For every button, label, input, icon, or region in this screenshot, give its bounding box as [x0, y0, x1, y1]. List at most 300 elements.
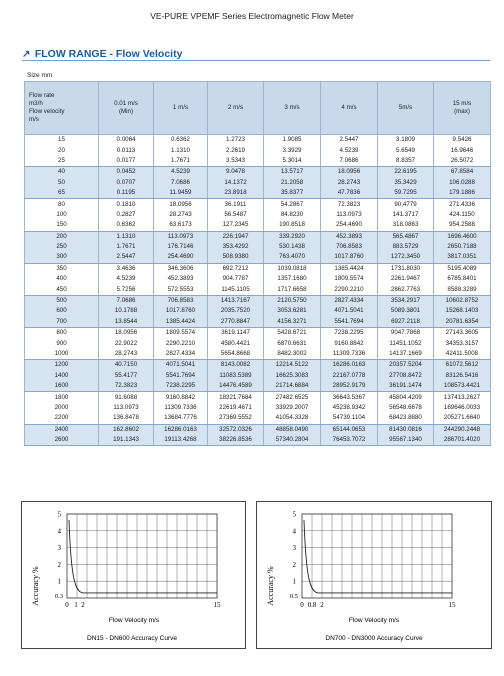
x-tick-label: 15 — [448, 601, 456, 609]
flow-cell: 20357.5204 — [378, 360, 434, 371]
header-col — [434, 82, 491, 135]
flow-cell: 2770.8847 — [208, 317, 264, 328]
flow-cell: 18.0956 — [154, 199, 208, 210]
header-line: (Min) — [118, 108, 134, 115]
flow-cell: 83126.5416 — [434, 371, 491, 381]
flow-cell: 14.1372 — [208, 178, 264, 188]
flow-cell: 6927.2118 — [378, 317, 434, 328]
flow-cell: 2035.7520 — [208, 306, 264, 316]
plot-frame — [302, 514, 452, 598]
flow-cell: 3053.6281 — [264, 306, 321, 316]
header-col — [264, 82, 321, 135]
chart-caption: DN700 - DN3000 Accuracy Curve — [325, 635, 423, 642]
table-row — [25, 242, 491, 252]
flow-cell: 16286.0163 — [154, 424, 208, 435]
flow-cell: 692.7212 — [208, 263, 264, 274]
flow-cell: 7238.2295 — [154, 381, 208, 392]
flow-cell: 4.5239 — [321, 145, 378, 155]
flow-cell: 1272.3450 — [378, 252, 434, 263]
y-tick-label: 3 — [57, 544, 61, 553]
header-line: (max) — [454, 108, 470, 115]
size-cell: 50 — [25, 178, 99, 188]
flow-cell: 5541.7694 — [321, 317, 378, 328]
table-row — [25, 284, 491, 295]
flow-cell: 6785.8401 — [434, 274, 491, 284]
flow-cell: 0.0064 — [99, 135, 154, 146]
flow-cell: 136.8478 — [99, 413, 154, 424]
flow-cell: 36643.5367 — [321, 392, 378, 403]
table-row — [25, 252, 491, 263]
flow-cell: 6870.6631 — [264, 338, 321, 348]
flow-cell: 15268.1403 — [434, 306, 491, 316]
x-tick-label: 2 — [81, 601, 85, 609]
flow-cell: 11.9459 — [154, 188, 208, 199]
table-row — [25, 413, 491, 424]
flow-cell: 4580.4421 — [208, 338, 264, 348]
y-tick-label: 0.3 — [54, 592, 63, 600]
flow-cell: 61072.5612 — [434, 360, 491, 371]
flow-cell: 254.4690 — [321, 220, 378, 231]
header-line: 3 m/s — [284, 104, 300, 111]
flow-cell: 0.0707 — [99, 178, 154, 188]
flow-cell: 176.7146 — [154, 242, 208, 252]
flow-cell: 23.8918 — [208, 188, 264, 199]
flow-cell: 59.7295 — [378, 188, 434, 199]
flow-cell: 27369.5552 — [208, 413, 264, 424]
flow-cell: 1809.5574 — [321, 274, 378, 284]
flow-cell: 1.2723 — [208, 135, 264, 146]
flow-cell: 34353.3157 — [434, 338, 491, 348]
flow-cell: 22167.0778 — [321, 371, 378, 381]
flow-cell: 36.1911 — [208, 199, 264, 210]
size-cell: 40 — [25, 167, 99, 178]
flow-cell: 8143.0082 — [208, 360, 264, 371]
flow-cell: 0.1195 — [99, 188, 154, 199]
flow-cell: 244290.2448 — [434, 424, 491, 435]
flow-cell: 56.5487 — [208, 210, 264, 220]
header-col — [321, 82, 378, 135]
flow-cell: 91.6088 — [99, 392, 154, 403]
header-col — [208, 82, 264, 135]
flow-cell: 16286.0163 — [321, 360, 378, 371]
table-row — [25, 156, 491, 167]
flow-cell: 286701.4020 — [434, 435, 491, 446]
plot-frame — [67, 514, 217, 598]
flow-cell: 0.0113 — [99, 145, 154, 155]
section-header — [22, 44, 490, 61]
flow-cell: 5541.7694 — [154, 371, 208, 381]
flow-cell: 3817.0351 — [434, 252, 491, 263]
flow-cell: 1357.1680 — [264, 274, 321, 284]
flow-cell: 706.8583 — [321, 242, 378, 252]
size-cell: 20 — [25, 145, 99, 155]
table-row — [25, 231, 491, 242]
flow-range-table — [24, 81, 491, 446]
x-tick-label: 0 — [65, 601, 69, 609]
flow-cell: 113.0973 — [154, 231, 208, 242]
y-tick-label: 2 — [292, 560, 296, 569]
table-row — [25, 328, 491, 339]
flow-cell: 45238.9342 — [321, 403, 378, 413]
size-cell: 400 — [25, 274, 99, 284]
flow-cell: 32572.0326 — [208, 424, 264, 435]
header-line: 15 m/s — [452, 100, 472, 107]
flow-cell: 21.2058 — [264, 178, 321, 188]
flow-cell: 55.4177 — [99, 371, 154, 381]
flow-cell: 5654.8668 — [208, 349, 264, 360]
table-row — [25, 360, 491, 371]
flow-cell: 54739.1104 — [321, 413, 378, 424]
flow-cell: 5195.4089 — [434, 263, 491, 274]
flow-cell: 35.3429 — [378, 178, 434, 188]
flow-cell: 68423.8880 — [378, 413, 434, 424]
flow-cell: 2261.9467 — [378, 274, 434, 284]
flow-cell: 16.9646 — [434, 145, 491, 155]
flow-cell: 0.6362 — [99, 220, 154, 231]
x-axis-label: Flow Velocity m/s — [108, 617, 160, 624]
y-tick-label: 0.5 — [289, 592, 298, 600]
flow-cell: 7.0686 — [99, 295, 154, 306]
table-row — [25, 317, 491, 328]
flow-cell: 2862.7763 — [378, 284, 434, 295]
flow-cell: 11083.5389 — [208, 371, 264, 381]
flow-cell: 5.7256 — [99, 284, 154, 295]
flow-cell: 191.1343 — [99, 435, 154, 446]
header-line: 5m/s — [398, 104, 413, 111]
flow-cell: 763.4070 — [264, 252, 321, 263]
flow-cell: 5.6549 — [378, 145, 434, 155]
y-axis-label: Accuracy % — [266, 566, 275, 606]
size-cell: 80 — [25, 199, 99, 210]
flow-cell: 0.2827 — [99, 210, 154, 220]
flow-cell: 2290.2210 — [321, 284, 378, 295]
table-row — [25, 188, 491, 199]
flow-cell: 127.2345 — [208, 220, 264, 231]
chart-caption: DN15 - DN600 Accuracy Curve — [87, 635, 177, 642]
flow-cell: 254.4690 — [154, 252, 208, 263]
flow-cell: 3.5343 — [208, 156, 264, 167]
flow-cell: 572.5553 — [154, 284, 208, 295]
flow-cell: 12214.5122 — [264, 360, 321, 371]
y-tick-label: 4 — [57, 527, 61, 536]
y-tick-label: 5 — [292, 510, 296, 519]
x-tick-label: 2 — [320, 601, 324, 609]
flow-cell: 95567.1340 — [378, 435, 434, 446]
x-tick-label: 1 — [74, 601, 78, 609]
table-row — [25, 435, 491, 446]
size-cell: 15 — [25, 135, 99, 146]
flow-cell: 18321.7684 — [208, 392, 264, 403]
flow-cell: 1731.8030 — [378, 263, 434, 274]
flow-cell: 13.8544 — [99, 317, 154, 328]
table-row — [25, 403, 491, 413]
table-row — [25, 210, 491, 220]
flow-cell: 42411.5008 — [434, 349, 491, 360]
flow-cell: 3619.1147 — [208, 328, 264, 339]
flow-cell: 706.8583 — [154, 295, 208, 306]
table-row — [25, 338, 491, 348]
size-cell: 2400 — [25, 424, 99, 435]
y-tick-label: 3 — [292, 544, 296, 553]
flow-cell: 1696.4600 — [434, 231, 491, 242]
flow-cell: 14137.1669 — [378, 349, 434, 360]
section-title: FLOW RANGE - Flow Velocity — [34, 48, 183, 60]
flow-cell: 1385.4424 — [321, 263, 378, 274]
flow-cell: 11451.1052 — [378, 338, 434, 348]
size-cell: 2000 — [25, 403, 99, 413]
flow-cell: 1017.8760 — [321, 252, 378, 263]
flow-cell: 76453.7072 — [321, 435, 378, 446]
header-flow-rate — [25, 82, 99, 135]
flow-cell: 1413.7167 — [208, 295, 264, 306]
flow-cell: 72.3823 — [321, 199, 378, 210]
flow-cell: 2.2619 — [208, 145, 264, 155]
flow-cell: 3534.2917 — [378, 295, 434, 306]
size-cell: 800 — [25, 328, 99, 339]
flow-cell: 40.7150 — [99, 360, 154, 371]
flow-cell: 452.3893 — [154, 274, 208, 284]
table-row — [25, 295, 491, 306]
table-row — [25, 145, 491, 155]
flow-cell: 22.6195 — [378, 167, 434, 178]
flow-cell: 1.9085 — [264, 135, 321, 146]
flow-cell: 4071.5041 — [154, 360, 208, 371]
header-line: 4 m/s — [341, 104, 357, 111]
flow-cell: 81430.0816 — [378, 424, 434, 435]
flow-cell: 2650.7188 — [434, 242, 491, 252]
flow-cell: 883.5729 — [378, 242, 434, 252]
flow-cell: 2827.4334 — [154, 349, 208, 360]
flow-cell: 38226.8536 — [208, 435, 264, 446]
size-cell: 2600 — [25, 435, 99, 446]
table-body — [25, 135, 491, 446]
flow-cell: 137413.2627 — [434, 392, 491, 403]
x-tick-label: 15 — [213, 601, 221, 609]
size-cell: 1400 — [25, 371, 99, 381]
table-row — [25, 199, 491, 210]
flow-cell: 10602.8752 — [434, 295, 491, 306]
size-cell: 150 — [25, 220, 99, 231]
flow-cell: 27143.3605 — [434, 328, 491, 339]
table-row — [25, 167, 491, 178]
flow-cell: 26.5072 — [434, 156, 491, 167]
flow-cell: 57340.2804 — [264, 435, 321, 446]
flow-cell: 1809.5574 — [154, 328, 208, 339]
flow-cell: 318.0863 — [378, 220, 434, 231]
flow-cell: 27708.8472 — [378, 371, 434, 381]
size-cell: 1600 — [25, 381, 99, 392]
flow-cell: 2.5447 — [99, 252, 154, 263]
accuracy-chart-right-svg — [257, 502, 491, 648]
flow-cell: 179.1886 — [434, 188, 491, 199]
flow-cell: 4156.3271 — [264, 317, 321, 328]
size-cell: 900 — [25, 338, 99, 348]
flow-cell: 353.4292 — [208, 242, 264, 252]
flow-cell: 9.0478 — [208, 167, 264, 178]
flow-cell: 65144.0653 — [321, 424, 378, 435]
flow-cell: 271.4336 — [434, 199, 491, 210]
size-label: Size mm — [27, 72, 53, 79]
flow-cell: 7.0686 — [321, 156, 378, 167]
flow-cell: 35.8377 — [264, 188, 321, 199]
flow-cell: 22.9022 — [99, 338, 154, 348]
table-row — [25, 220, 491, 231]
flow-cell: 424.1150 — [434, 210, 491, 220]
flow-cell: 3.4636 — [99, 263, 154, 274]
document-title: VE-PURE VPEMF Series Electromagnetic Flow Meter — [150, 11, 354, 21]
flow-cell: 1.7671 — [99, 242, 154, 252]
flow-cell: 48858.0490 — [264, 424, 321, 435]
flow-cell: 113.0973 — [99, 403, 154, 413]
x-tick-label: 0.8 — [307, 601, 317, 609]
table-row — [25, 349, 491, 360]
flow-cell: 0.1810 — [99, 199, 154, 210]
y-tick-label: 1 — [57, 577, 61, 586]
flow-cell: 205271.6640 — [434, 413, 491, 424]
accuracy-chart-left-svg — [22, 502, 245, 648]
table-row — [25, 392, 491, 403]
flow-cell: 226.1947 — [208, 231, 264, 242]
size-cell: 500 — [25, 295, 99, 306]
flow-cell: 452.3893 — [321, 231, 378, 242]
table-row — [25, 274, 491, 284]
flow-cell: 28952.9179 — [321, 381, 378, 392]
size-cell: 700 — [25, 317, 99, 328]
size-cell: 600 — [25, 306, 99, 316]
arrow-icon: ↗ — [22, 49, 31, 60]
flow-cell: 108573.4421 — [434, 381, 491, 392]
flow-cell: 162.8602 — [99, 424, 154, 435]
flow-cell: 5428.6721 — [264, 328, 321, 339]
flow-cell: 72.3823 — [99, 381, 154, 392]
flow-cell: 1.1310 — [154, 145, 208, 155]
y-axis-label: Accuracy % — [31, 566, 40, 606]
flow-cell: 90.4779 — [378, 199, 434, 210]
flow-cell: 28.2743 — [99, 349, 154, 360]
flow-cell: 28.2743 — [321, 178, 378, 188]
y-tick-label: 2 — [57, 560, 61, 569]
table-row — [25, 306, 491, 316]
flow-cell: 11309.7336 — [321, 349, 378, 360]
flow-cell: 0.6362 — [154, 135, 208, 146]
flow-cell: 67.8584 — [434, 167, 491, 178]
flow-cell: 8.8357 — [378, 156, 434, 167]
header-line: Flow velocity — [29, 108, 65, 115]
header-line: 2 m/s — [227, 104, 244, 111]
accuracy-chart-left — [21, 501, 246, 649]
size-cell: 25 — [25, 156, 99, 167]
flow-cell: 954.2588 — [434, 220, 491, 231]
flow-cell: 565.4867 — [378, 231, 434, 242]
flow-cell: 1717.6658 — [264, 284, 321, 295]
flow-cell: 9047.7868 — [378, 328, 434, 339]
flow-cell: 16625.3083 — [264, 371, 321, 381]
table-header-row — [25, 82, 491, 135]
flow-cell: 13.5717 — [264, 167, 321, 178]
table-row — [25, 263, 491, 274]
flow-cell: 8588.3289 — [434, 284, 491, 295]
table-row — [25, 381, 491, 392]
flow-cell: 169646.0033 — [434, 403, 491, 413]
flow-cell: 8482.3002 — [264, 349, 321, 360]
flow-cell: 113.0973 — [321, 210, 378, 220]
flow-cell: 22619.4671 — [208, 403, 264, 413]
flow-cell: 84.8230 — [264, 210, 321, 220]
flow-cell: 7238.2295 — [321, 328, 378, 339]
size-cell: 1800 — [25, 392, 99, 403]
size-cell: 2200 — [25, 413, 99, 424]
x-axis-label: Flow Velocity m/s — [348, 617, 400, 624]
size-cell: 250 — [25, 242, 99, 252]
flow-cell: 4.5239 — [99, 274, 154, 284]
y-tick-label: 4 — [292, 527, 296, 536]
flow-cell: 2827.4334 — [321, 295, 378, 306]
flow-cell: 106.0288 — [434, 178, 491, 188]
flow-cell: 1.1310 — [99, 231, 154, 242]
flow-cell: 1.7671 — [154, 156, 208, 167]
flow-cell: 41054.3328 — [264, 413, 321, 424]
header-col — [378, 82, 434, 135]
table-row — [25, 135, 491, 146]
flow-cell: 1039.0818 — [264, 263, 321, 274]
flow-cell: 33929.2007 — [264, 403, 321, 413]
flow-cell: 19113.4268 — [154, 435, 208, 446]
flow-cell: 11309.7336 — [154, 403, 208, 413]
flow-cell: 339.2920 — [264, 231, 321, 242]
flow-cell: 28.2743 — [154, 210, 208, 220]
flow-cell: 2120.5750 — [264, 295, 321, 306]
flow-cell: 4071.5041 — [321, 306, 378, 316]
size-cell: 1200 — [25, 360, 99, 371]
x-tick-label: 0 — [300, 601, 304, 609]
header-line: m/s — [29, 116, 39, 123]
flow-cell: 2290.2210 — [154, 338, 208, 348]
size-cell: 1000 — [25, 349, 99, 360]
flow-cell: 3.1809 — [378, 135, 434, 146]
flow-cell: 508.9380 — [208, 252, 264, 263]
flow-cell: 47.7836 — [321, 188, 378, 199]
flow-cell: 5.3014 — [264, 156, 321, 167]
flow-cell: 56548.6678 — [378, 403, 434, 413]
size-cell: 300 — [25, 252, 99, 263]
header-col — [154, 82, 208, 135]
flow-cell: 4.5239 — [154, 167, 208, 178]
flow-cell: 10.1788 — [99, 306, 154, 316]
flow-cell: 346.3606 — [154, 263, 208, 274]
flow-cell: 5089.3801 — [378, 306, 434, 316]
size-cell: 65 — [25, 188, 99, 199]
flow-cell: 18.0956 — [321, 167, 378, 178]
size-cell: 350 — [25, 263, 99, 274]
header-line: 0.01 m/s — [114, 100, 138, 107]
flow-cell: 1017.8760 — [154, 306, 208, 316]
header-line: Flow rate — [29, 92, 55, 99]
flow-cell: 2.5447 — [321, 135, 378, 146]
accuracy-chart-right — [256, 501, 492, 649]
flow-cell: 904.7787 — [208, 274, 264, 284]
table-row — [25, 178, 491, 188]
header-line: m3/h — [29, 100, 43, 107]
flow-cell: 13684.7776 — [154, 413, 208, 424]
flow-cell: 0.0452 — [99, 167, 154, 178]
header-col — [99, 82, 154, 135]
flow-cell: 7.0686 — [154, 178, 208, 188]
flow-cell: 20781.6354 — [434, 317, 491, 328]
flow-cell: 530.1438 — [264, 242, 321, 252]
header-line: 1 m/s — [172, 104, 189, 111]
flow-cell: 63.6173 — [154, 220, 208, 231]
table-row — [25, 424, 491, 435]
